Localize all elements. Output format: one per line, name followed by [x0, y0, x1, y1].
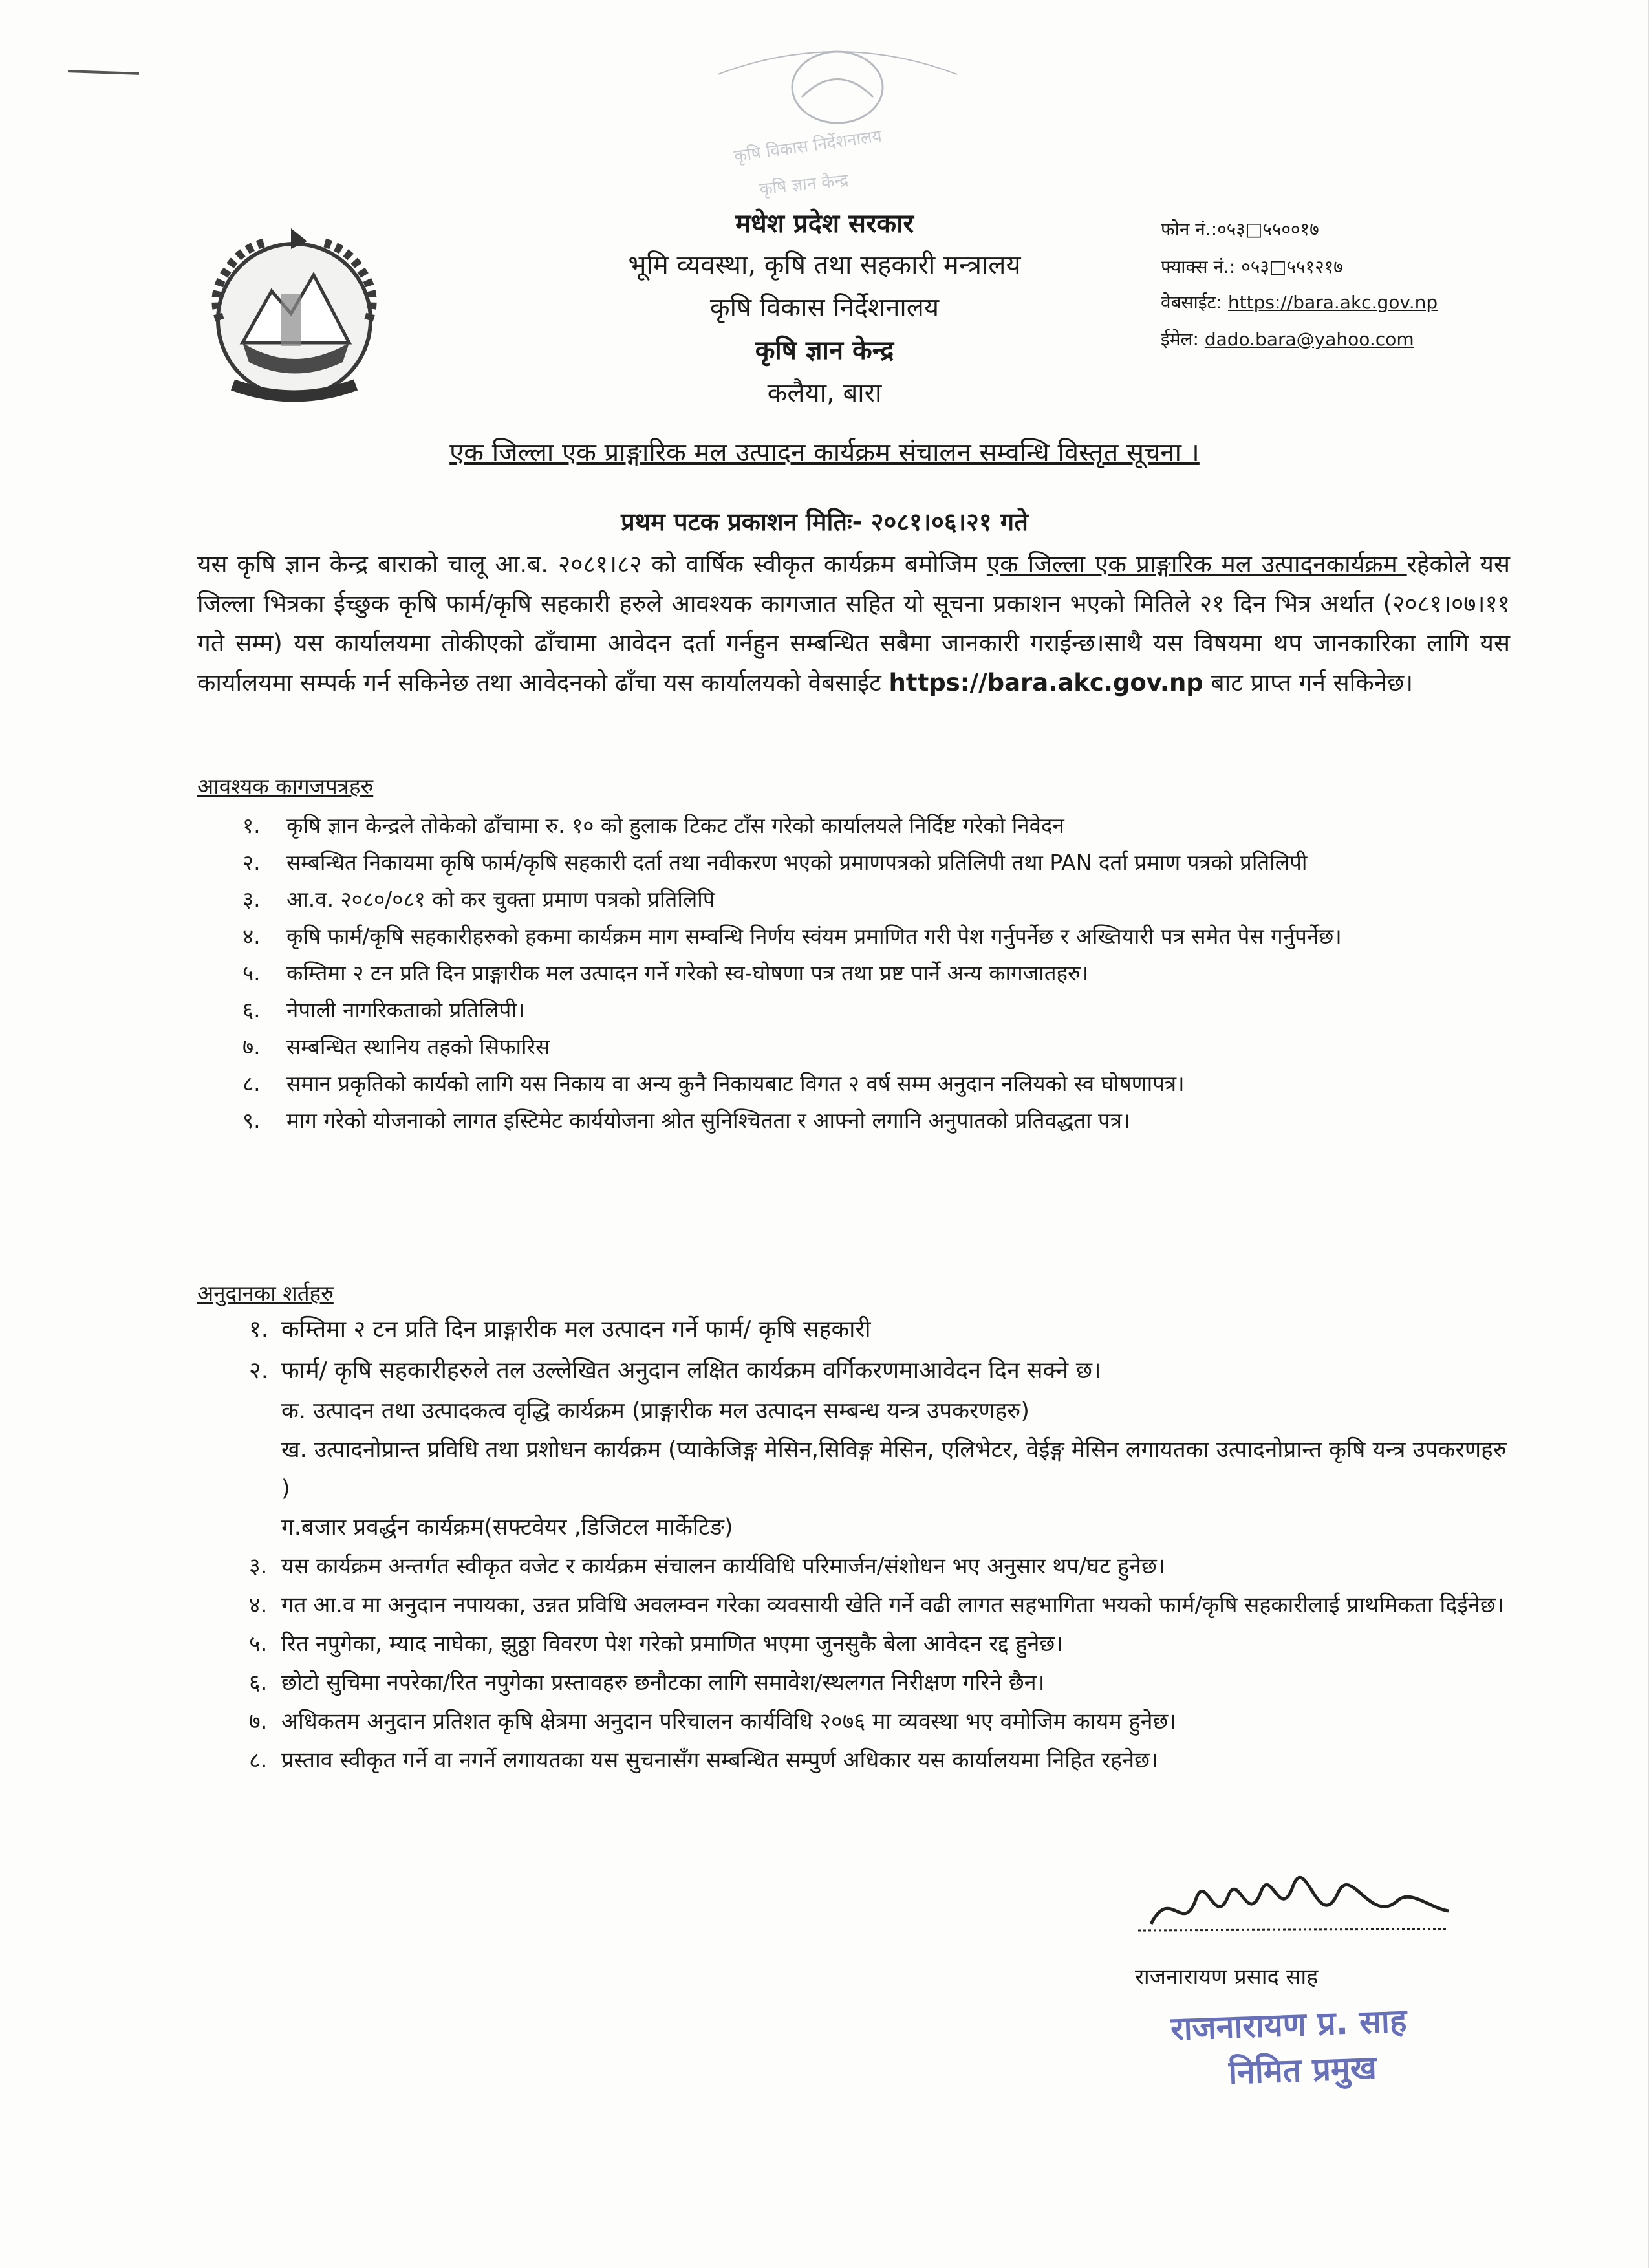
header-line-3: कृषि विकास निर्देशनालय	[709, 293, 940, 323]
website-link[interactable]: https://bara.akc.gov.np	[1227, 292, 1438, 313]
header-line-1: मधेश प्रदेश सरकार	[735, 209, 914, 239]
list-item	[242, 807, 1510, 844]
body-part-1: यस कृषि ज्ञान केन्द्र बाराको चालू आ.ब. २०८१।८२ को वार्षिक स्वीकृत कार्यक्रम बमोजिम	[197, 550, 987, 578]
contact-fax: फ्याक्स नं.: ०५३□५५१२१७	[1161, 256, 1343, 277]
list-item	[242, 1102, 1510, 1139]
documents-list	[242, 807, 1510, 1139]
item-text: कम्तिमा २ टन प्रति दिन प्राङ्गारीक मल उत्पादन गर्ने फार्म/ कृषि सहकारी	[281, 1316, 871, 1343]
item-text: कम्तिमा २ टन प्रति दिन प्राङ्गारीक मल उत्पादन गर्ने गरेको स्व-घोषणा पत्र तथा प्रष्ट पार्ने अन्य कागजातहरु।	[286, 960, 1089, 986]
list-item	[249, 1309, 1516, 1350]
stamp-name: राजनारायण प्र. साह	[1170, 2002, 1408, 2048]
svg-text:कृषि विकास निर्देशनालय: कृषि विकास निर्देशनालय	[733, 126, 883, 167]
sub-item-kha: ख. उत्पादनोप्रान्त प्रविधि तथा प्रशोधन कार्यक्रम (प्याकेजिङ्ग मेसिन,सिविङ्ग मेसिन, एलिभेटर, वेईङ्ग मेसिन लगायतका उत्पादनोप्रान्त कृषि यन्त्र उपकरणहरु )	[281, 1437, 1507, 1502]
program-name: एक जिल्ला एक प्राङ्गारिक मल उत्पादनकार्यक्रम	[986, 550, 1407, 578]
list-item	[242, 881, 1510, 918]
item-text: सम्बन्धित निकायमा कृषि फार्म/कृषि सहकारी दर्ता तथा नवीकरण भएको प्रमाणपत्रको प्रतिलिपी तथा PAN दर्ता प्रमाण पत्रको प्रतिलिपी	[286, 850, 1308, 875]
item-text: माग गरेको योजनाको लागत इस्टिमेट कार्ययोजना श्रोत सुनिश्चितता र आफ्नो लगानि अनुपातको प्रतिवद्धता पत्र।	[286, 1108, 1130, 1133]
item-text: यस कार्यक्रम अन्तर्गत स्वीकृत वजेट र कार्यक्रम संचालन कार्यविधि परिमार्जन/संशोधन भए अनुसार थप/घट हुनेछ।	[281, 1553, 1165, 1579]
item-text: सम्बन्धित स्थानिय तहको सिफारिस	[286, 1034, 550, 1059]
scan-mark	[68, 70, 139, 75]
item-text: छोटो सुचिमा नपरेका/रित नपुगेका प्रस्तावहरु छनौटका लागि समावेश/स्थलगत निरीक्षण गरिने छैन।	[281, 1670, 1045, 1696]
item-text: अधिकतम अनुदान प्रतिशत कृषि क्षेत्रमा अनुदान परिचालन कार्यविधि २०७६ मा व्यवस्था भए वमोजिम कायम हुनेछ।	[281, 1709, 1177, 1734]
item-text: समान प्रकृतिको कार्यको लागि यस निकाय वा अन्य कुनै निकायबाट विगत २ वर्ष सम्म अनुदान नलियको स्व घोषणापत्र।	[286, 1071, 1185, 1096]
item-text: आ.व. २०८०/०८१ को कर चुक्ता प्रमाण पत्रको प्रतिलिपि	[286, 887, 715, 912]
item-text: कृषि ज्ञान केन्द्रले तोकेको ढाँचामा रु. १० को हुलाक टिकट टाँस गरेको कार्यालयले निर्दिष्ट गरेको निवेदन	[286, 813, 1064, 838]
list-item	[249, 1702, 1516, 1741]
header-line-2: भूमि व्यवस्था, कृषि तथा सहकारी मन्त्रालय	[628, 250, 1021, 280]
item-number: ५.	[242, 960, 261, 986]
item-text: नेपाली नागरिकताको प्रतिलिपी।	[286, 997, 525, 1022]
signatory-name: राजनारायण प्रसाद साह	[1135, 1964, 1319, 1990]
body-website-link[interactable]: https://bara.akc.gov.np	[889, 669, 1203, 697]
list-item	[249, 1625, 1516, 1663]
stamp-designation: निमित प्रमुख	[1228, 2049, 1377, 2091]
list-item	[249, 1350, 1516, 1392]
list-item	[242, 1065, 1510, 1102]
svg-text:कृषि ज्ञान केन्द्र: कृषि ज्ञान केन्द्र	[759, 170, 850, 199]
list-item	[249, 1663, 1516, 1702]
header-line-5: कलैया, बारा	[767, 378, 882, 408]
sub-item-ga: ग.बजार प्रवर्द्धन कार्यक्रम(सफ्टवेयर ,डिजिटल मार्केटिङ)	[281, 1515, 733, 1540]
item-number: १.	[249, 1316, 269, 1343]
item-number: ९.	[242, 1108, 261, 1133]
list-item	[242, 955, 1510, 991]
item-number: ३.	[242, 887, 261, 912]
list-item	[242, 1028, 1510, 1065]
item-number: ६.	[242, 997, 261, 1022]
item-number: ७.	[242, 1034, 261, 1059]
header-line-4: कृषि ज्ञान केन्द्र	[755, 336, 894, 365]
item-number: ८.	[242, 1071, 261, 1096]
conditions-heading: अनुदानका शर्तहरु	[197, 1280, 334, 1306]
item-text: गत आ.व मा अनुदान नपायका, उन्नत प्रविधि अवलम्वन गरेका व्यवसायी खेति गर्ने वढी लागत सहभागिता भयको फार्म/कृषि सहकारीलाई प्राथमिकता दिईनेछ।	[281, 1592, 1504, 1618]
body-part-3: बाट प्राप्त गर्न सकिनेछ।	[1203, 669, 1414, 697]
contact-website-row	[1161, 290, 1438, 316]
list-item	[242, 918, 1510, 955]
conditions-list	[249, 1309, 1516, 1780]
item-text: रित नपुगेका, म्याद नाघेका, झुठ्ठा विवरण पेश गरेको प्रमाणित भएमा जुनसुकै बेला आवेदन रद्द हुनेछ।	[281, 1631, 1064, 1657]
documents-heading: आवश्यक कागजपत्रहरु	[197, 773, 374, 799]
item-number: १.	[242, 813, 261, 838]
contact-email-row	[1161, 327, 1414, 352]
item-number: ३.	[249, 1553, 268, 1579]
item-number: ६.	[249, 1670, 268, 1696]
website-label: वेबसाईट:	[1161, 292, 1228, 313]
notice-title: एक जिल्ला एक प्राङ्गारिक मल उत्पादन कार्यक्रम संचालन सम्वन्धि विस्तृत सूचना ।	[449, 438, 1200, 468]
email-link[interactable]: dado.bara@yahoo.com	[1204, 329, 1414, 350]
handwritten-signature	[1125, 1846, 1461, 1956]
item-number: ४.	[249, 1592, 268, 1618]
item-number: ८.	[249, 1747, 268, 1773]
publish-date: प्रथम पटक प्रकाशन मितिः- २०८१।०६।२१ गते	[621, 508, 1028, 536]
body-part-2: रहेकोले यस जिल्ला भित्रका ईच्छुक कृषि फार्म/कृषि सहकारी हरुले आवश्यक कागजात सहित यो सूचना प्रकाशन भएको मितिले २१ दिन भित्र अर्थात (२०८१।०७।११ गते सम्म) यस कार्यालयमा तोकीएको ढाँचामा आवेदन दर्ता गर्नहुन सम्बन्धित सबैमा जानकारी गराईन्छ।साथै यस विषयमा थप जानकारिका लागि यस कार्यालयमा सम्पर्क गर्न सकिनेछ तथा आवेदनको ढाँचा यस कार्यालयको वेबसाईट	[197, 550, 1510, 697]
item-text: कृषि फार्म/कृषि सहकारीहरुको हकमा कार्यक्रम माग सम्वन्धि निर्णय स्वंयम प्रमाणित गरी पेश गर्नुपर्नेछ र अख्तियारी पत्र समेत पेस गर्नुपर्नेछ।	[286, 923, 1342, 949]
list-item	[242, 844, 1510, 881]
list-item	[249, 1741, 1516, 1780]
item-text: प्रस्ताव स्वीकृत गर्ने वा नगर्ने लगायतका यस सुचनासँग सम्बन्धित सम्पुर्ण अधिकार यस कार्यालयमा निहित रहनेछ।	[281, 1747, 1158, 1773]
item-number: २.	[242, 850, 261, 875]
list-item	[249, 1586, 1516, 1625]
item-number: ४.	[242, 923, 261, 949]
item-number: २.	[249, 1357, 269, 1384]
item-text: फार्म/ कृषि सहकारीहरुले तल उल्लेखित अनुदान लक्षित कार्यक्रम वर्गिकरणमाआवेदन दिन सक्ने छ।	[281, 1357, 1101, 1384]
item-number: ५.	[249, 1631, 268, 1657]
office-seal	[698, 36, 970, 204]
list-item	[242, 991, 1510, 1028]
list-item	[249, 1547, 1516, 1586]
sub-item-ka: क. उत्पादन तथा उत्पादकत्व वृद्धि कार्यक्रम (प्राङ्गारीक मल उत्पादन सम्बन्ध यन्त्र उपकरणहरु)	[281, 1398, 1029, 1424]
item-number: ७.	[249, 1709, 268, 1734]
notice-body	[197, 545, 1510, 702]
email-label: ईमेल:	[1161, 329, 1205, 350]
contact-phone: फोन नं.:०५३□५५००१७	[1161, 219, 1319, 240]
